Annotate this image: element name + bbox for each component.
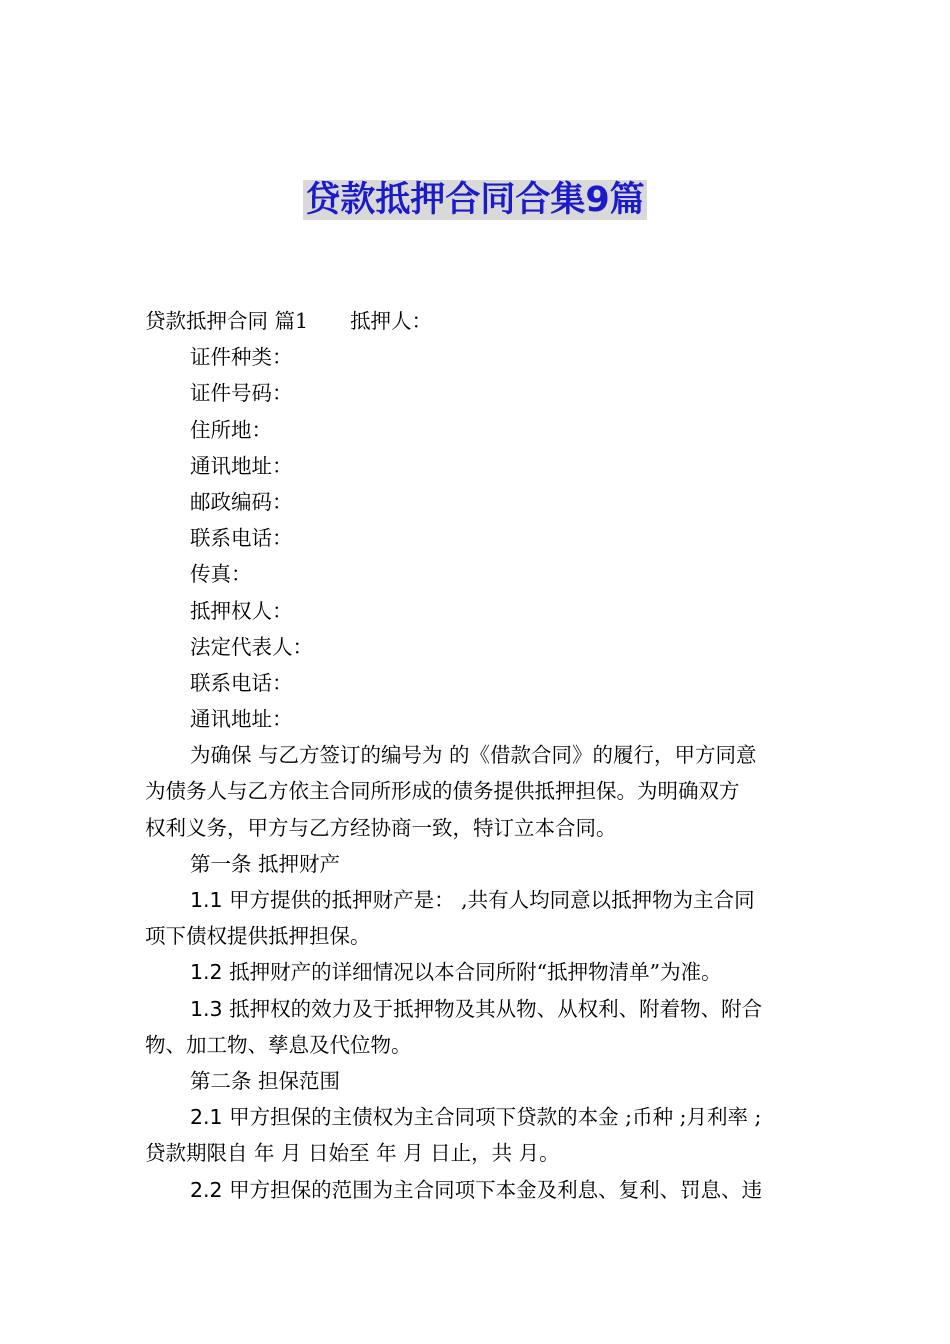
clause-line (145, 882, 810, 918)
clause-text: 甲方提供的抵押财产是： ,共有人均同意以抵押物为主合同 (229, 888, 755, 912)
article-heading: 第一条 抵押财产 (190, 851, 341, 876)
clause-number: 1.1 (190, 888, 223, 912)
document-body (145, 303, 810, 1208)
mortgagor-label: 抵押人： (350, 309, 433, 333)
field-line: 通讯地址： (190, 453, 293, 478)
clause-text: 甲方担保的范围为主合同项下本金及利息、复利、罚息、违 (229, 1177, 763, 1202)
article-heading: 第二条 担保范围 (190, 1068, 341, 1093)
clause-text: 抵押权的效力及于抵押物及其从物、从权利、附着物、附合 (229, 996, 763, 1021)
document-title (0, 176, 950, 224)
document-title-text: 贷款抵押合同合集9篇 (305, 180, 645, 220)
paragraph-line: 为债务人与乙方依主合同所形成的债务提供抵押担保。为明确双方 (145, 779, 740, 804)
clause-number: 2.2 (190, 1177, 223, 1202)
field-line: 抵押权人： (190, 598, 293, 623)
clause-line (145, 991, 810, 1027)
field-line: 证件种类： (190, 345, 293, 370)
clause-line (145, 1172, 810, 1208)
clause-number: 2.1 (190, 1105, 223, 1130)
field-line: 法定代表人： (190, 634, 313, 659)
field-line: 邮政编码： (190, 489, 293, 514)
clause-line: 贷款期限自 年 月 日始至 年 月 日止，共 月。 (145, 1141, 560, 1166)
clause-number: 1.2 (190, 960, 223, 985)
field-line: 住所地： (190, 417, 272, 442)
contract-heading-line (145, 303, 810, 339)
clause-line (145, 1099, 810, 1135)
clause-text: 抵押财产的详细情况以本合同所附“抵押物清单”为准。 (229, 960, 722, 985)
contract-heading: 贷款抵押合同 篇1 (145, 309, 309, 333)
field-line: 联系电话： (190, 670, 293, 695)
field-line: 通讯地址： (190, 707, 293, 732)
paragraph-line: 为确保 与乙方签订的编号为 的《借款合同》的履行，甲方同意 (190, 743, 757, 768)
clause-line: 项下债权提供抵押担保。 (145, 924, 371, 949)
clause-number: 1.3 (190, 996, 223, 1021)
clause-text: 甲方担保的主债权为主合同项下贷款的本金 ;币种 ;月利率 ; (229, 1105, 762, 1130)
clause-line (145, 954, 810, 990)
field-line: 传真： (190, 562, 252, 587)
field-line: 证件号码： (190, 381, 293, 406)
paragraph-line: 权利义务，甲方与乙方经协商一致，特订立本合同。 (145, 815, 617, 840)
clause-line: 物、加工物、孳息及代位物。 (145, 1032, 412, 1057)
field-line: 联系电话： (190, 526, 293, 551)
